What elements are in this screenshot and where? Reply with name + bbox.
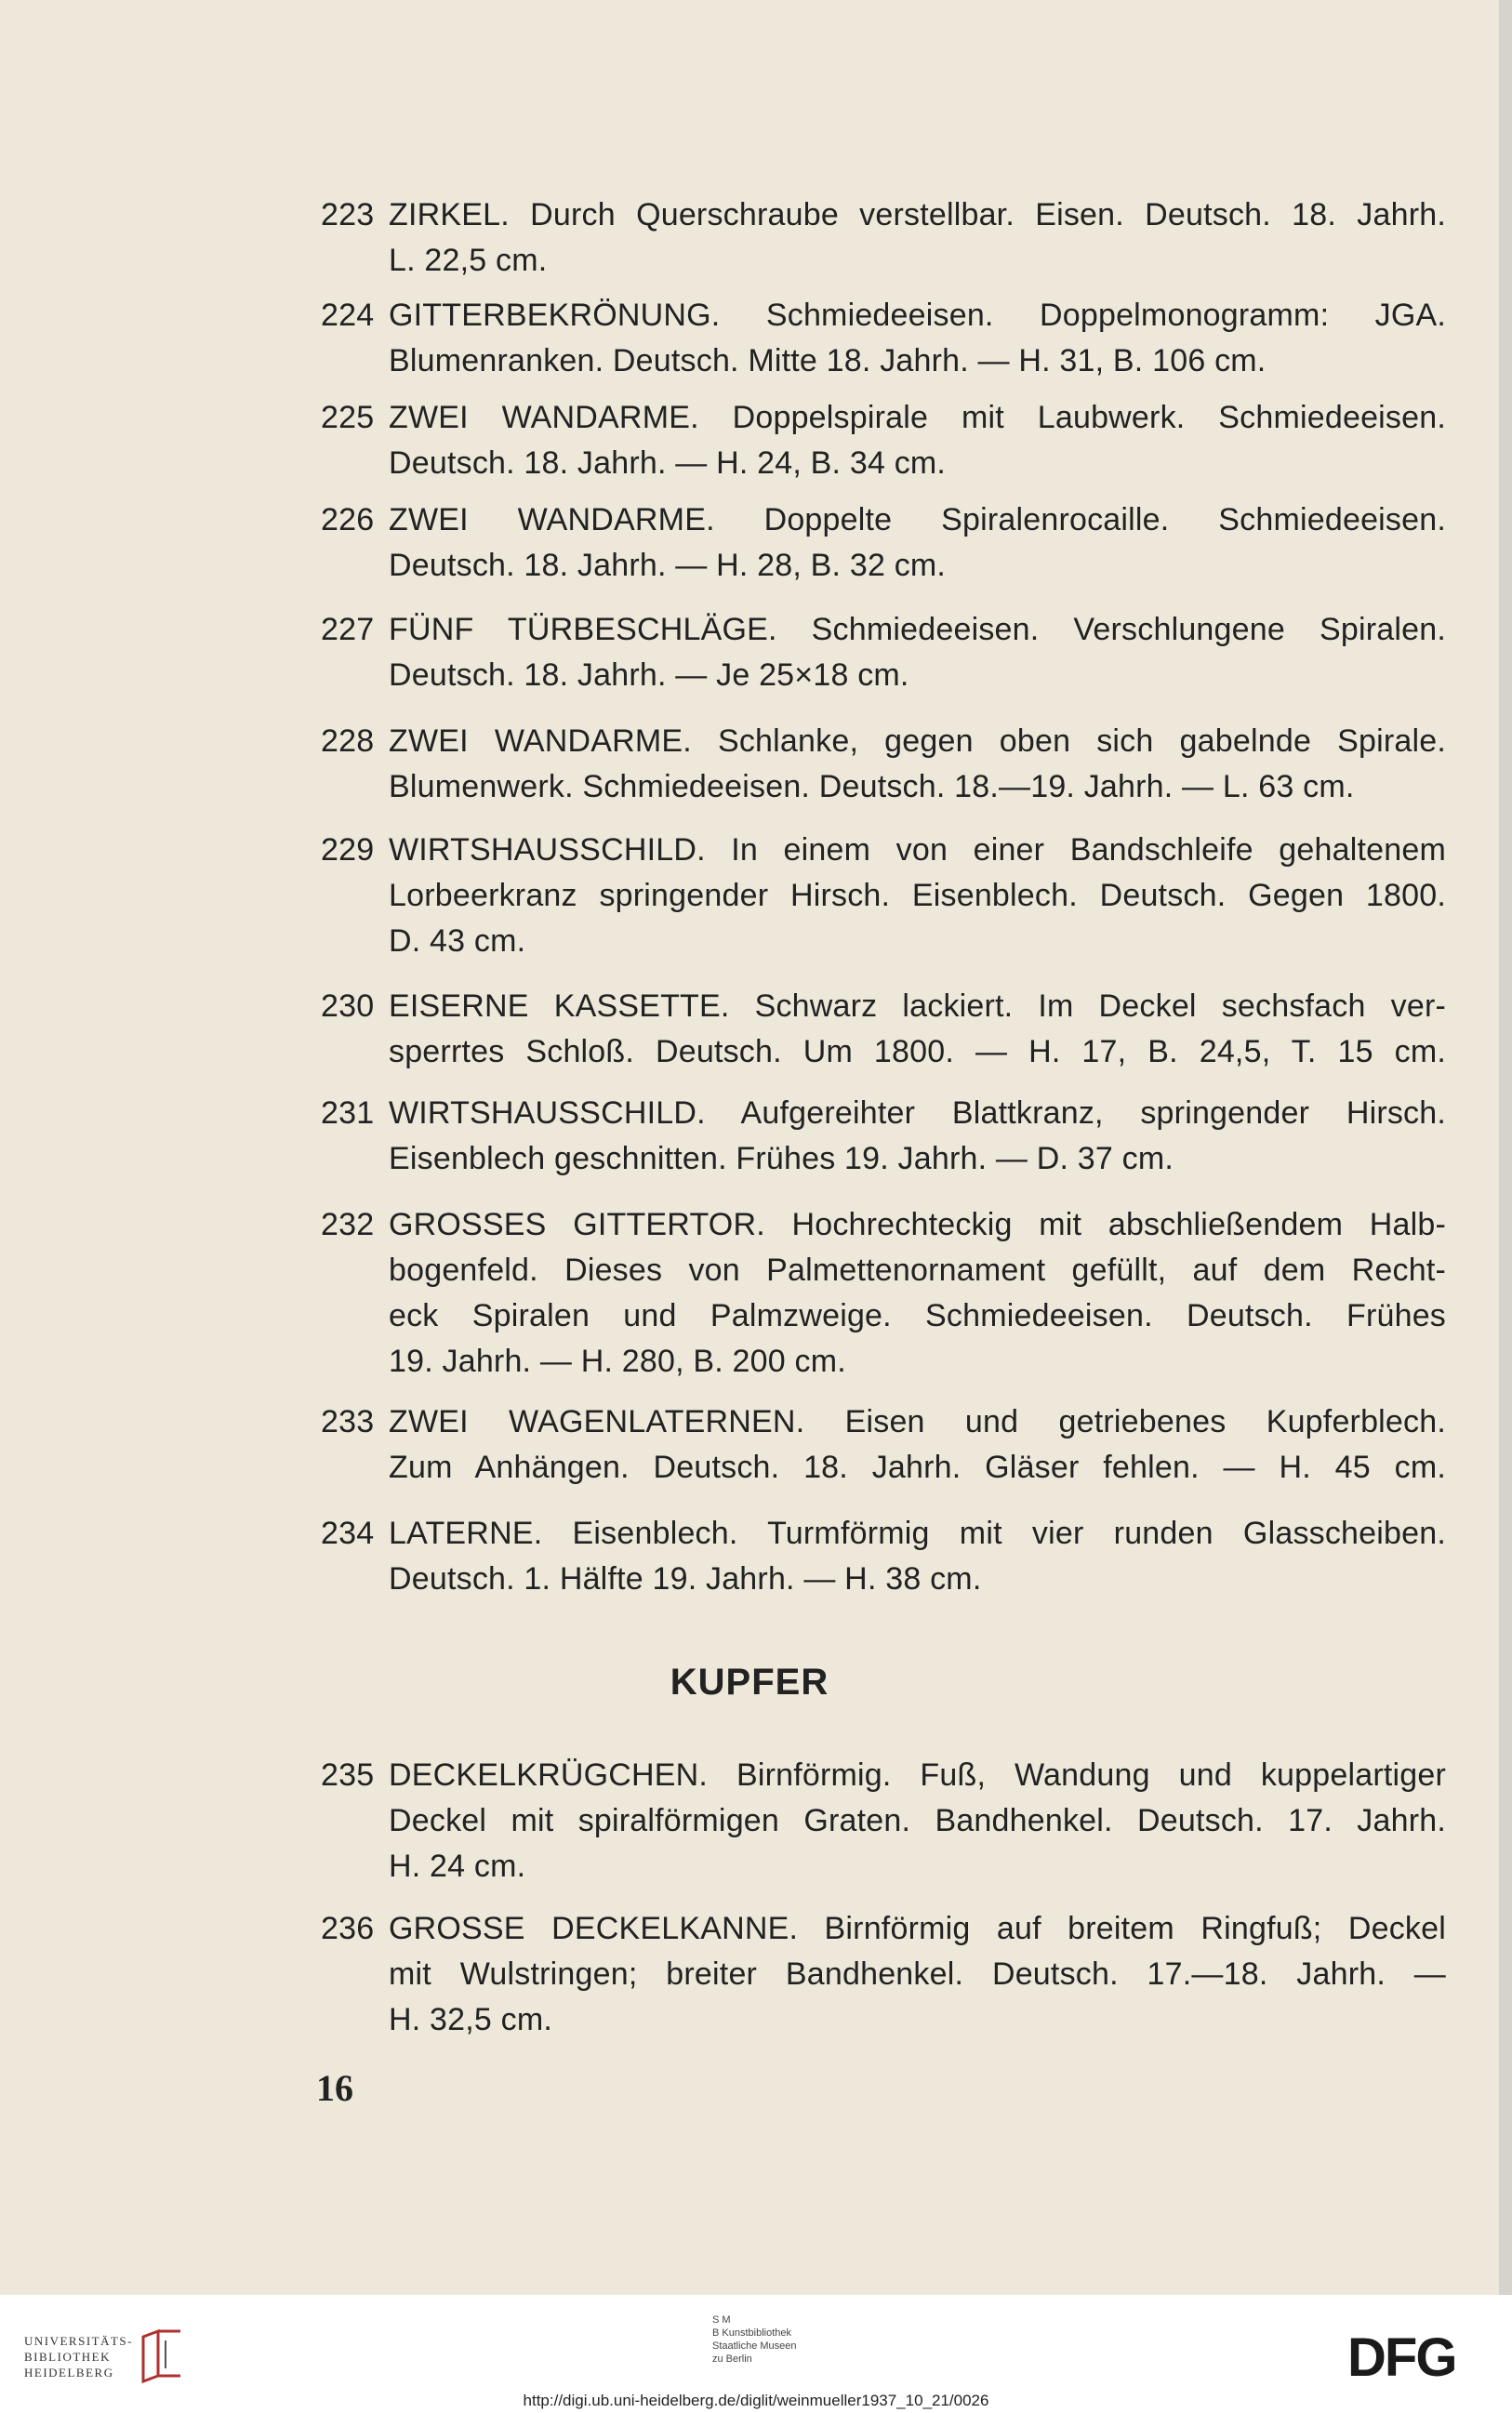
entry-text-line: H. 32,5 cm. <box>389 2002 553 2037</box>
entry-text-line: Lorbeerkranz springender Hirsch. Eisenblech. Deutsch. Gegen 1800. <box>389 878 1446 913</box>
entry-number: 230 <box>321 988 375 1024</box>
museum-library-line: zu Berlin <box>712 2353 752 2365</box>
museum-library-line: S M <box>712 2314 731 2326</box>
library-logo-icon <box>139 2327 184 2383</box>
entry-text-line: Deutsch. 18. Jahrh. — H. 28, B. 32 cm. <box>389 548 947 583</box>
entry-number: 229 <box>321 832 375 868</box>
library-name-line: HEIDELBERG <box>24 2366 114 2380</box>
entry-text-line: Blumenranken. Deutsch. Mitte 18. Jahrh. — H. 31, B. 106 cm. <box>389 343 1267 378</box>
entry-text-line: bogenfeld. Dieses von Palmettenornament gefüllt, auf dem Recht- <box>389 1253 1446 1288</box>
entry-text-line: L. 22,5 cm. <box>389 243 548 278</box>
entry-text-line: LATERNE. Eisenblech. Turmförmig mit vier runden Glasscheiben. <box>389 1516 1446 1551</box>
entry-number: 236 <box>321 1911 375 1946</box>
entry-text-line: mit Wulstringen; breiter Bandhenkel. Deutsch. 17.—18. Jahrh. — <box>389 1956 1446 1992</box>
entry-number: 233 <box>321 1404 375 1439</box>
entry-text-line: Zum Anhängen. Deutsch. 18. Jahrh. Gläser fehlen. — H. 45 cm. <box>389 1450 1446 1485</box>
entry-text-line: Eisenblech geschnitten. Frühes 19. Jahrh. — D. 37 cm. <box>389 1141 1174 1176</box>
entry-text-line: ZIRKEL. Durch Querschraube verstellbar. Eisen. Deutsch. 18. Jahrh. <box>389 197 1446 232</box>
museum-library-text <box>712 2314 797 2366</box>
dfg-logo-text: DFG <box>1347 2329 1456 2385</box>
entry-number: 235 <box>321 1757 375 1793</box>
page-number: 16 <box>316 2067 353 2109</box>
entry-number: 225 <box>321 400 375 435</box>
entry-number: 226 <box>321 502 375 537</box>
entry-number: 231 <box>321 1095 375 1131</box>
entry-text-line: eck Spiralen und Palmzweige. Schmiedeeisen. Deutsch. Frühes <box>389 1298 1446 1333</box>
section-heading: KUPFER <box>670 1662 829 1703</box>
entry-text-line: Deckel mit spiralförmigen Graten. Bandhenkel. Deutsch. 17. Jahrh. <box>389 1803 1446 1838</box>
library-name-line: UNIVERSITÄTS- <box>24 2334 133 2348</box>
entry-number: 224 <box>321 298 375 333</box>
entry-text-line: WIRTSHAUSSCHILD. Aufgereihter Blattkranz, springender Hirsch. <box>389 1095 1446 1131</box>
entry-text-line: 19. Jahrh. — H. 280, B. 200 cm. <box>389 1344 846 1379</box>
source-url[interactable]: http://digi.ub.uni-heidelberg.de/diglit/weinmueller1937_10_21/0026 <box>523 2392 989 2409</box>
museum-library-line: B Kunstbibliothek <box>712 2327 791 2339</box>
entry-text-line: ZWEI WAGENLATERNEN. Eisen und getriebenes Kupferblech. <box>389 1404 1446 1439</box>
entry-number: 228 <box>321 723 375 759</box>
entry-text-line: EISERNE KASSETTE. Schwarz lackiert. Im Deckel sechsfach ver- <box>389 988 1446 1024</box>
entry-text-line: GITTERBEKRÖNUNG. Schmiedeeisen. Doppelmonogramm: JGA. <box>389 298 1446 333</box>
entry-text-line: GROSSE DECKELKANNE. Birnförmig auf breitem Ringfuß; Deckel <box>389 1911 1446 1946</box>
entry-text-line: sperrtes Schloß. Deutsch. Um 1800. — H. 17, B. 24,5, T. 15 cm. <box>389 1034 1446 1069</box>
entry-number: 232 <box>321 1207 375 1242</box>
entry-text-line: ZWEI WANDARME. Schlanke, gegen oben sich gabelnde Spirale. <box>389 723 1446 759</box>
entry-text-line: GROSSES GITTERTOR. Hochrechteckig mit abschließendem Halb- <box>389 1207 1446 1242</box>
entry-text-line: FÜNF TÜRBESCHLÄGE. Schmiedeeisen. Verschlungene Spiralen. <box>389 612 1446 647</box>
museum-library-line: Staatliche Museen <box>712 2340 797 2352</box>
entry-text-line: Deutsch. 1. Hälfte 19. Jahrh. — H. 38 cm. <box>389 1561 982 1597</box>
entry-text-line: H. 24 cm. <box>389 1849 526 1884</box>
entry-number: 234 <box>321 1516 375 1551</box>
entry-number: 227 <box>321 612 375 647</box>
page-edge <box>1499 0 1512 2295</box>
library-name-line: BIBLIOTHEK <box>24 2350 111 2364</box>
entry-text-line: Deutsch. 18. Jahrh. — H. 24, B. 34 cm. <box>389 445 947 481</box>
entry-number: 223 <box>321 197 375 232</box>
entry-text-line: D. 43 cm. <box>389 923 526 959</box>
entry-text-line: WIRTSHAUSSCHILD. In einem von einer Bandschleife gehaltenem <box>389 832 1446 868</box>
entry-text-line: Deutsch. 18. Jahrh. — Je 25×18 cm. <box>389 657 909 693</box>
library-name <box>24 2333 133 2380</box>
entry-text-line: ZWEI WANDARME. Doppelte Spiralenrocaille. Schmiedeeisen. <box>389 502 1446 537</box>
entry-text-line: DECKELKRÜGCHEN. Birnförmig. Fuß, Wandung und kuppelartiger <box>389 1757 1446 1793</box>
entry-text-line: Blumenwerk. Schmiedeeisen. Deutsch. 18.—19. Jahrh. — L. 63 cm. <box>389 769 1355 804</box>
entry-text-line: ZWEI WANDARME. Doppelspirale mit Laubwerk. Schmiedeeisen. <box>389 400 1446 435</box>
dfg-logo-icon <box>1346 2329 1490 2385</box>
